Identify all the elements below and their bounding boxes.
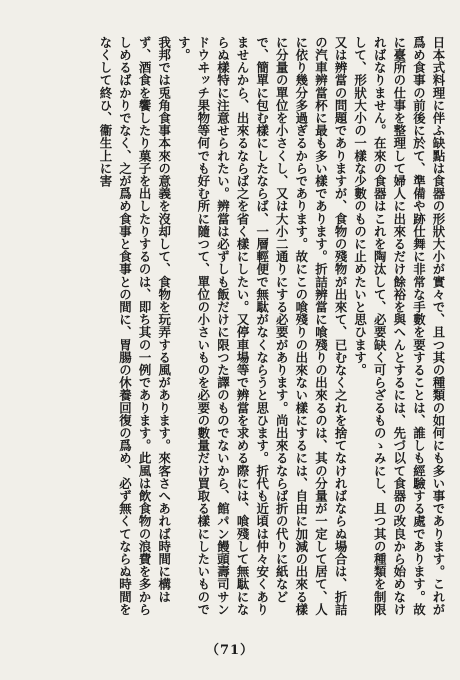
page-number: （71） [205,643,255,658]
vertical-text-body [10,36,448,626]
paragraph-meal-customs: 我邦では兎角食事本來の意義を沒却して、食物を玩弄する風があります。來客さへあれば時間に構はず、酒食を饗したり菓子を出したりするのは、即ち其の一例であります。此風は飲食物の浪費を多からしめるばかりでなく、之が爲め食事と食事との間に、胃腸の休養回復の爲め、必ず無くてならぬ時間をなくして終ひ、衞生上に害 [97,36,172,616]
paragraph-bento: 又は辨當の問題でありますが、食物の殘物が出來て、已むなく之れを捨てなければならぬ場合は、折詰の汽車辨當杯に最も多い樣であります。折詰辨當に喰殘りの出來るのは、其の分量が一定して居て、人に依り幾分多過ぎるからであります。故にこの喰殘りの出來ない樣にするには、自由に加減の出來る樣に分量の單位を小さくし、又は大小二通りにする必要があります。尚出來るならば折の代りに紙などで、簡單に包む樣にしたならば、一層輕便で無駄がなくならうと思ひます。折代も近頃は仲々安くありませんから、出來るならば之を省く樣にしたい。又停車場等で辨當を求める際には、喰殘して無駄にならぬ樣特に注意せられたい。辨當は必ずしも飯だけに限つた譯のものでないから、館パン饅頭壽司サンドウヰッチ果物等何でも好む所に隨つて、單位の小さいものを必要の數量だけ買取る樣にしたいものです。 [176,36,349,616]
paragraph-tableware: 日本式料理に伴ふ缺點は食器の形狀大小が實々で、且つ其の種類の如何にも多い事であります。これが爲め食事の前後に於て、準備や跡仕舞に非常な手數を要することは、誰しも經驗する處であります。故に臺所の仕事を整理して婦人に出來るだけ餘裕を與へんとするには、先づ以て食器の改良から始めなければなりません。在來の食器はこれを陶汰して、必要缺く可らざるものゝみにし、且つ其の種類を制限して、形狀大小の一樣な少數のものに止めたいと思ひます。 [352,36,446,616]
